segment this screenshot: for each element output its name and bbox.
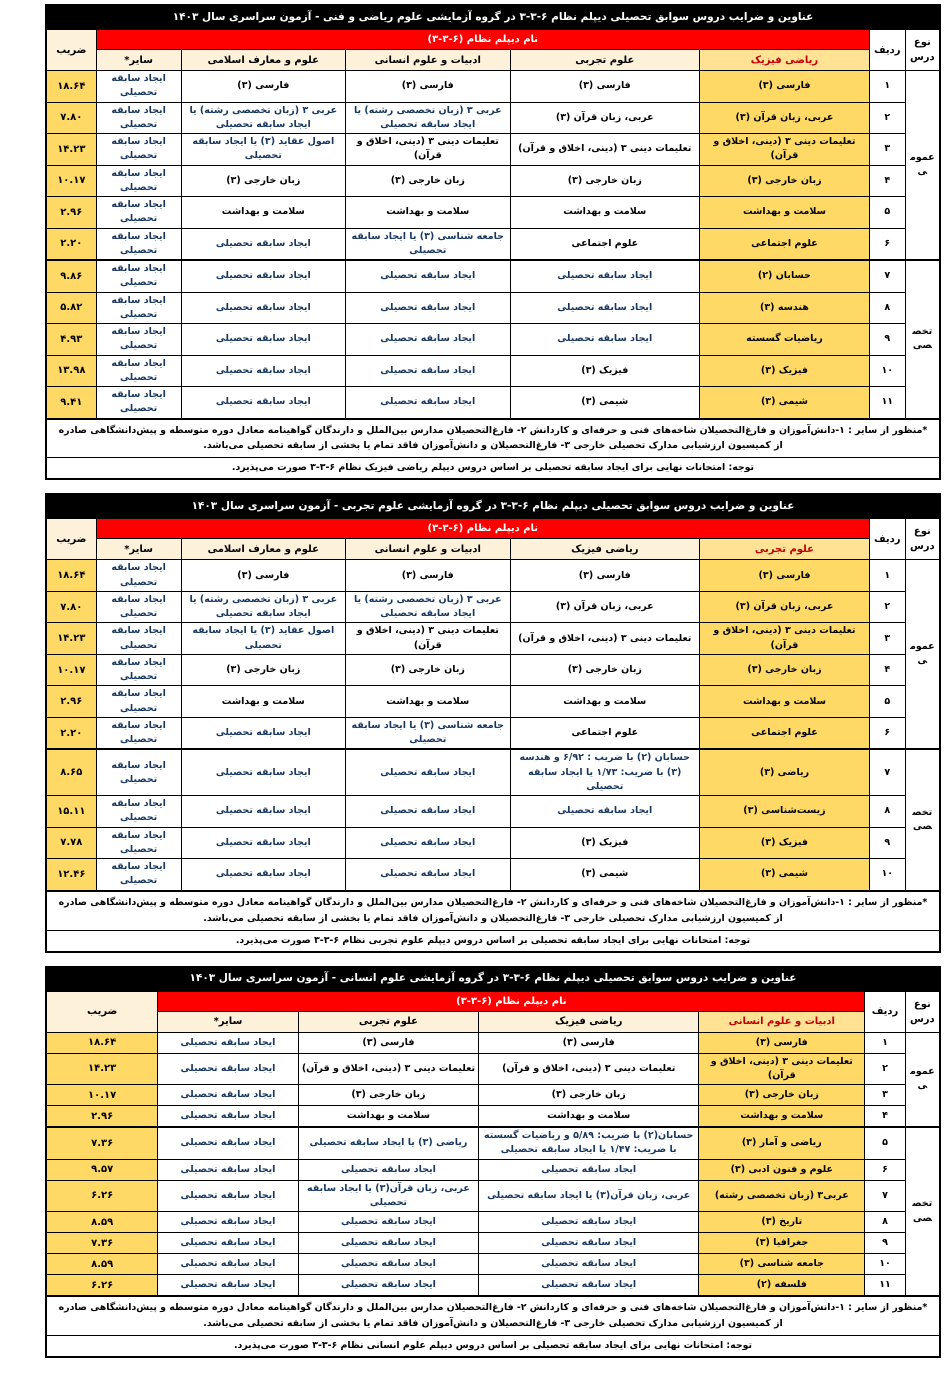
subject-cell: زبان خارجی (۳) bbox=[510, 165, 700, 197]
row-number: ۸ bbox=[869, 292, 905, 324]
coefficient-value: ۲.۹۶ bbox=[46, 197, 96, 229]
subject-cell: ایجاد سابقه تحصیلی bbox=[479, 1233, 699, 1254]
other-cell: ایجاد سابقه تحصیلی bbox=[96, 134, 181, 166]
subject-cell: علوم اجتماعی bbox=[700, 228, 870, 260]
row-number: ۹ bbox=[869, 827, 905, 859]
subject-cell: عربی، زبان قرآن(۳) یا ایجاد سابقه تحصیلی bbox=[479, 1180, 699, 1212]
column-header-coefficient: ضریب bbox=[46, 519, 96, 560]
table-math-physics-group bbox=[0, 4, 941, 480]
row-number: ۵ bbox=[865, 1127, 905, 1159]
row-number: ۵ bbox=[869, 686, 905, 718]
subject-cell: زبان خارجی (۳) bbox=[346, 654, 510, 686]
coefficient-value: ۸.۶۵ bbox=[46, 749, 96, 795]
coefficient-value: ۲.۲۰ bbox=[46, 228, 96, 260]
subject-cell: ایجاد سابقه تحصیلی bbox=[181, 827, 345, 859]
footnote-other-definition: *منظور از سایر : ۱-دانش‌آموزان و فارغ‌التحصیلان شاخه‌های فنی و حرفه‌ای و کاردانش ۲- فارغ‌التحصیلان مدارس بین‌الملل و دارندگان گواهینامه معادل دوره متوسطه و پیش‌دانشگاهی صادره از کمیسیون ارزشیابی مدارک تحصیلی خارجی ۳- فارغ‌التحصیلان و دانش‌آموزان فاقد تمام یا بخشی از سابقه تحصیلی می‌باشد. bbox=[46, 1296, 940, 1335]
subject-cell: عربی، زبان قرآن (۳) bbox=[700, 591, 870, 623]
subject-cell: ایجاد سابقه تحصیلی bbox=[181, 717, 345, 749]
coefficient-value: ۹.۸۶ bbox=[46, 260, 96, 292]
subject-cell: جامعه شناسی (۳) bbox=[699, 1254, 865, 1275]
coefficient-value: ۷.۳۶ bbox=[46, 1233, 158, 1254]
column-header-coefficient: ضریب bbox=[46, 30, 96, 71]
other-cell: ایجاد سابقه تحصیلی bbox=[96, 591, 181, 623]
subject-cell: سلامت و بهداشت bbox=[298, 1106, 479, 1128]
subject-cell: علوم و فنون ادبی (۳) bbox=[699, 1159, 865, 1180]
row-number: ۷ bbox=[869, 749, 905, 795]
row-number: ۱ bbox=[869, 71, 905, 103]
column-header-course-type: نوع درس bbox=[905, 991, 940, 1032]
subject-cell: عربی ۳ (زبان تخصصی رشته) یا ایجاد سابقه تحصیلی bbox=[181, 102, 345, 134]
subject-cell: هندسه (۳) bbox=[700, 292, 870, 324]
coefficient-value: ۷.۳۶ bbox=[46, 1127, 158, 1159]
coefficient-value: ۹.۵۷ bbox=[46, 1159, 158, 1180]
subject-cell: ایجاد سابقه تحصیلی bbox=[346, 827, 510, 859]
subject-cell: فارسی (۳) bbox=[346, 560, 510, 592]
coefficient-value: ۱۳.۹۸ bbox=[46, 355, 96, 387]
column-header-subject: علوم و معارف اسلامی bbox=[181, 539, 345, 560]
row-number: ۳ bbox=[869, 623, 905, 655]
column-header-subject: ریاضی فیزیک bbox=[479, 1011, 699, 1032]
other-cell: ایجاد سابقه تحصیلی bbox=[158, 1212, 298, 1233]
column-header-subject: علوم و معارف اسلامی bbox=[181, 50, 345, 71]
row-number: ۲ bbox=[869, 102, 905, 134]
subject-cell: فارسی (۳) bbox=[699, 1032, 865, 1053]
subject-cell: ایجاد سابقه تحصیلی bbox=[181, 228, 345, 260]
subject-cell: فارسی (۳) bbox=[181, 71, 345, 103]
subject-cell: ایجاد سابقه تحصیلی bbox=[346, 796, 510, 828]
group-label: عمومی bbox=[905, 1032, 940, 1127]
row-number: ۷ bbox=[869, 260, 905, 292]
subject-cell: سلامت و بهداشت bbox=[479, 1106, 699, 1128]
other-cell: ایجاد سابقه تحصیلی bbox=[96, 560, 181, 592]
column-header-coefficient: ضریب bbox=[46, 991, 158, 1032]
column-header-other: سایر* bbox=[96, 539, 181, 560]
other-cell: ایجاد سابقه تحصیلی bbox=[96, 387, 181, 419]
subject-cell: فیزیک (۳) bbox=[700, 355, 870, 387]
subject-cell: علوم اجتماعی bbox=[510, 228, 700, 260]
row-number: ۴ bbox=[869, 165, 905, 197]
subject-cell: اصول عقاید (۳) یا ایجاد سابقه تحصیلی bbox=[181, 623, 345, 655]
column-header-other: سایر* bbox=[96, 50, 181, 71]
row-number: ۲ bbox=[869, 591, 905, 623]
subject-cell: علوم اجتماعی bbox=[700, 717, 870, 749]
column-header-subject: ریاضی فیزیک bbox=[510, 539, 700, 560]
group-label: عمومی bbox=[905, 71, 940, 261]
subject-cell: فیزیک (۳) bbox=[510, 355, 700, 387]
group-label: تخصصی bbox=[905, 1127, 940, 1296]
subject-cell: سلامت و بهداشت bbox=[181, 197, 345, 229]
coefficient-value: ۱۲.۴۶ bbox=[46, 859, 96, 891]
subject-cell: تعلیمات دینی ۳ (دینی، اخلاق و قرآن) bbox=[346, 134, 510, 166]
row-number: ۶ bbox=[869, 717, 905, 749]
subject-cell: تعلیمات دینی ۳ (دینی، اخلاق و قرآن) bbox=[699, 1053, 865, 1085]
coefficient-value: ۷.۸۰ bbox=[46, 102, 96, 134]
subject-cell: ایجاد سابقه تحصیلی bbox=[181, 749, 345, 795]
coefficient-value: ۸.۵۹ bbox=[46, 1254, 158, 1275]
column-header-subject: علوم تجربی bbox=[510, 50, 700, 71]
other-cell: ایجاد سابقه تحصیلی bbox=[96, 686, 181, 718]
table-title: عناوین و ضرایب دروس سوابق تحصیلی دیپلم نظام ۶-۳-۳ در گروه آزمایشی علوم ریاضی و فنی - آزمون سراسری سال ۱۴۰۳ bbox=[46, 5, 940, 30]
diploma-band: نام دیپلم نظام (۶-۳-۳) bbox=[96, 519, 869, 539]
coefficient-value: ۱۴.۲۳ bbox=[46, 134, 96, 166]
row-number: ۱ bbox=[869, 560, 905, 592]
group-label: عمومی bbox=[905, 560, 940, 750]
subject-cell: سلامت و بهداشت bbox=[700, 686, 870, 718]
subject-cell: ایجاد سابقه تحصیلی bbox=[298, 1212, 479, 1233]
subject-cell: سلامت و بهداشت bbox=[181, 686, 345, 718]
subject-cell: زبان خارجی (۳) bbox=[700, 654, 870, 686]
subject-cell: ایجاد سابقه تحصیلی bbox=[479, 1254, 699, 1275]
column-header-subject: ریاضی فیزیک bbox=[700, 50, 870, 71]
group-label: تخصصی bbox=[905, 749, 940, 890]
subject-cell: ایجاد سابقه تحصیلی bbox=[298, 1159, 479, 1180]
other-cell: ایجاد سابقه تحصیلی bbox=[96, 102, 181, 134]
row-number: ۲ bbox=[865, 1053, 905, 1085]
other-cell: ایجاد سابقه تحصیلی bbox=[96, 197, 181, 229]
subject-cell: جامعه شناسی (۳) یا ایجاد سابقه تحصیلی bbox=[346, 717, 510, 749]
subject-cell: ریاضیات گسسته bbox=[700, 324, 870, 356]
subject-cell: فارسی (۳) bbox=[298, 1032, 479, 1053]
subject-cell: ریاضی و آمار (۳) bbox=[699, 1127, 865, 1159]
subject-cell: ایجاد سابقه تحصیلی bbox=[181, 324, 345, 356]
other-cell: ایجاد سابقه تحصیلی bbox=[96, 228, 181, 260]
row-number: ۱۰ bbox=[869, 355, 905, 387]
column-header-row-number: ردیف bbox=[865, 991, 905, 1032]
subject-cell: ایجاد سابقه تحصیلی bbox=[181, 355, 345, 387]
subject-cell: عربی، زبان قرآن(۳) یا ایجاد سابقه تحصیلی bbox=[298, 1180, 479, 1212]
row-number: ۴ bbox=[865, 1106, 905, 1128]
subject-cell: سلامت و بهداشت bbox=[510, 686, 700, 718]
subject-cell: شیمی (۳) bbox=[700, 859, 870, 891]
subject-cell: ایجاد سابقه تحصیلی bbox=[346, 292, 510, 324]
subject-cell: تعلیمات دینی ۳ (دینی، اخلاق و قرآن) bbox=[510, 134, 700, 166]
subject-cell: ریاضی (۳) bbox=[700, 749, 870, 795]
row-number: ۳ bbox=[865, 1085, 905, 1106]
subject-cell: عربی ۳ (زبان تخصصی رشته) یا ایجاد سابقه تحصیلی bbox=[346, 591, 510, 623]
coefficient-value: ۱۸.۶۴ bbox=[46, 560, 96, 592]
other-cell: ایجاد سابقه تحصیلی bbox=[96, 796, 181, 828]
row-number: ۱۰ bbox=[869, 859, 905, 891]
other-cell: ایجاد سابقه تحصیلی bbox=[158, 1053, 298, 1085]
subject-cell: زبان خارجی (۳) bbox=[181, 654, 345, 686]
coefficient-value: ۲.۲۰ bbox=[46, 717, 96, 749]
coefficient-value: ۵.۸۲ bbox=[46, 292, 96, 324]
subject-cell: ایجاد سابقه تحصیلی bbox=[479, 1159, 699, 1180]
subject-cell: ایجاد سابقه تحصیلی bbox=[181, 260, 345, 292]
coefficient-value: ۱۴.۲۳ bbox=[46, 1053, 158, 1085]
coefficient-value: ۱۰.۱۷ bbox=[46, 654, 96, 686]
other-cell: ایجاد سابقه تحصیلی bbox=[158, 1106, 298, 1128]
row-number: ۱۰ bbox=[865, 1254, 905, 1275]
subject-cell: ایجاد سابقه تحصیلی bbox=[346, 324, 510, 356]
row-number: ۵ bbox=[869, 197, 905, 229]
subject-cell: ایجاد سابقه تحصیلی bbox=[479, 1212, 699, 1233]
coefficient-value: ۶.۲۶ bbox=[46, 1180, 158, 1212]
subject-cell: عربی، زبان قرآن (۳) bbox=[510, 591, 700, 623]
row-number: ۱۱ bbox=[865, 1275, 905, 1297]
subject-cell: ایجاد سابقه تحصیلی bbox=[346, 260, 510, 292]
column-header-row-number: ردیف bbox=[869, 30, 905, 71]
coefficient-value: ۹.۴۱ bbox=[46, 387, 96, 419]
table-title: عناوین و ضرایب دروس سوابق تحصیلی دیپلم نظام ۶-۳-۳ در گروه آزمایشی علوم تجربی - آزمون سراسری سال ۱۴۰۳ bbox=[46, 494, 940, 519]
other-cell: ایجاد سابقه تحصیلی bbox=[96, 260, 181, 292]
subject-cell: جغرافیا (۳) bbox=[699, 1233, 865, 1254]
coefficient-value: ۸.۵۹ bbox=[46, 1212, 158, 1233]
other-cell: ایجاد سابقه تحصیلی bbox=[158, 1159, 298, 1180]
coefficient-value: ۱۴.۲۳ bbox=[46, 623, 96, 655]
table-humanities-group bbox=[0, 966, 941, 1358]
column-header-course-type: نوع درس bbox=[905, 519, 940, 560]
coefficient-value: ۱۰.۱۷ bbox=[46, 165, 96, 197]
subject-cell: تعلیمات دینی ۳ (دینی، اخلاق و قرآن) bbox=[700, 623, 870, 655]
subject-cell: فیزیک (۳) bbox=[510, 827, 700, 859]
subject-cell: زبان خارجی (۳) bbox=[510, 654, 700, 686]
row-number: ۹ bbox=[865, 1233, 905, 1254]
subject-cell: ایجاد سابقه تحصیلی bbox=[346, 859, 510, 891]
subject-cell: تعلیمات دینی ۳ (دینی، اخلاق و قرآن) bbox=[700, 134, 870, 166]
row-number: ۸ bbox=[865, 1212, 905, 1233]
subject-cell: ایجاد سابقه تحصیلی bbox=[510, 260, 700, 292]
subject-cell: سلامت و بهداشت bbox=[700, 197, 870, 229]
subject-cell: فلسفه (۲) bbox=[699, 1275, 865, 1297]
subject-cell: علوم اجتماعی bbox=[510, 717, 700, 749]
table-title: عناوین و ضرایب دروس سوابق تحصیلی دیپلم نظام ۶-۳-۳ در گروه آزمایشی علوم انسانی - آزمون سراسری سال ۱۴۰۳ bbox=[46, 967, 940, 992]
subject-cell: ایجاد سابقه تحصیلی bbox=[181, 387, 345, 419]
column-header-subject: ادبیات و علوم انسانی bbox=[346, 50, 510, 71]
coefficient-value: ۱۰.۱۷ bbox=[46, 1085, 158, 1106]
subject-cell: ایجاد سابقه تحصیلی bbox=[298, 1275, 479, 1297]
subject-cell: فارسی (۳) bbox=[181, 560, 345, 592]
subject-cell: عربی، زبان قرآن (۳) bbox=[700, 102, 870, 134]
subject-cell: زبان خارجی (۳) bbox=[181, 165, 345, 197]
coefficients-table bbox=[45, 966, 941, 1358]
subject-cell: ایجاد سابقه تحصیلی bbox=[510, 796, 700, 828]
row-number: ۳ bbox=[869, 134, 905, 166]
subject-cell: زبان خارجی (۳) bbox=[298, 1085, 479, 1106]
subject-cell: فارسی (۳) bbox=[346, 71, 510, 103]
column-header-row-number: ردیف bbox=[869, 519, 905, 560]
subject-cell: فارسی (۳) bbox=[700, 560, 870, 592]
subject-cell: سلامت و بهداشت bbox=[699, 1106, 865, 1128]
other-cell: ایجاد سابقه تحصیلی bbox=[96, 749, 181, 795]
coefficient-value: ۱۵.۱۱ bbox=[46, 796, 96, 828]
subject-cell: شیمی (۳) bbox=[700, 387, 870, 419]
other-cell: ایجاد سابقه تحصیلی bbox=[158, 1085, 298, 1106]
subject-cell: شیمی (۳) bbox=[510, 859, 700, 891]
subject-cell: ایجاد سابقه تحصیلی bbox=[298, 1233, 479, 1254]
diploma-band: نام دیپلم نظام (۶-۳-۳) bbox=[158, 991, 865, 1011]
other-cell: ایجاد سابقه تحصیلی bbox=[158, 1032, 298, 1053]
coefficient-value: ۷.۸۰ bbox=[46, 591, 96, 623]
subject-cell: عربی، زبان قرآن (۳) bbox=[510, 102, 700, 134]
row-number: ۹ bbox=[869, 324, 905, 356]
row-number: ۱ bbox=[865, 1032, 905, 1053]
subject-cell: ایجاد سابقه تحصیلی bbox=[510, 324, 700, 356]
subject-cell: تعلیمات دینی ۳ (دینی، اخلاق و قرآن) bbox=[298, 1053, 479, 1085]
subject-cell: حسابان (۲) bbox=[700, 260, 870, 292]
coefficient-value: ۱۸.۶۴ bbox=[46, 1032, 158, 1053]
subject-cell: ایجاد سابقه تحصیلی bbox=[181, 292, 345, 324]
coefficient-value: ۷.۷۸ bbox=[46, 827, 96, 859]
other-cell: ایجاد سابقه تحصیلی bbox=[158, 1127, 298, 1159]
subject-cell: زیست‌شناسی (۳) bbox=[700, 796, 870, 828]
subject-cell: ایجاد سابقه تحصیلی bbox=[346, 355, 510, 387]
other-cell: ایجاد سابقه تحصیلی bbox=[96, 165, 181, 197]
coefficient-value: ۴.۹۳ bbox=[46, 324, 96, 356]
other-cell: ایجاد سابقه تحصیلی bbox=[96, 654, 181, 686]
other-cell: ایجاد سابقه تحصیلی bbox=[96, 859, 181, 891]
other-cell: ایجاد سابقه تحصیلی bbox=[96, 324, 181, 356]
other-cell: ایجاد سابقه تحصیلی bbox=[96, 355, 181, 387]
subject-cell: عربی ۳ (زبان تخصصی رشته) یا ایجاد سابقه تحصیلی bbox=[346, 102, 510, 134]
other-cell: ایجاد سابقه تحصیلی bbox=[158, 1254, 298, 1275]
row-number: ۸ bbox=[869, 796, 905, 828]
coefficients-table bbox=[45, 493, 941, 952]
subject-cell: فارسی (۳) bbox=[510, 71, 700, 103]
table-experimental-group bbox=[0, 493, 941, 952]
coefficient-value: ۲.۹۶ bbox=[46, 686, 96, 718]
subject-cell: ایجاد سابقه تحصیلی bbox=[346, 749, 510, 795]
column-header-subject: علوم تجربی bbox=[298, 1011, 479, 1032]
other-cell: ایجاد سابقه تحصیلی bbox=[158, 1180, 298, 1212]
coefficient-value: ۱۸.۶۴ bbox=[46, 71, 96, 103]
subject-cell: ایجاد سابقه تحصیلی bbox=[298, 1254, 479, 1275]
column-header-course-type: نوع درس bbox=[905, 30, 940, 71]
row-number: ۶ bbox=[869, 228, 905, 260]
subject-cell: جامعه شناسی (۳) یا ایجاد سابقه تحصیلی bbox=[346, 228, 510, 260]
column-header-subject: ادبیات و علوم انسانی bbox=[346, 539, 510, 560]
coefficient-value: ۶.۲۶ bbox=[46, 1275, 158, 1297]
subject-cell: ایجاد سابقه تحصیلی bbox=[346, 387, 510, 419]
subject-cell: عربی۳ (زبان تخصصی رشته) bbox=[699, 1180, 865, 1212]
subject-cell: شیمی (۳) bbox=[510, 387, 700, 419]
subject-cell: ایجاد سابقه تحصیلی bbox=[181, 859, 345, 891]
row-number: ۶ bbox=[865, 1159, 905, 1180]
row-number: ۴ bbox=[869, 654, 905, 686]
final-exams-note: توجه: امتحانات نهایی برای ایجاد سابقه تحصیلی بر اساس دروس دیپلم ریاضی فیزیک نظام ۶-۳-۳ صورت می‌پذیرد. bbox=[46, 458, 940, 479]
other-cell: ایجاد سابقه تحصیلی bbox=[158, 1275, 298, 1297]
other-cell: ایجاد سابقه تحصیلی bbox=[96, 827, 181, 859]
subject-cell: عربی ۳ (زبان تخصصی رشته) یا ایجاد سابقه تحصیلی bbox=[181, 591, 345, 623]
subject-cell: ایجاد سابقه تحصیلی bbox=[181, 796, 345, 828]
footnote-other-definition: *منظور از سایر : ۱-دانش‌آموزان و فارغ‌التحصیلان شاخه‌های فنی و حرفه‌ای و کاردانش ۲- فارغ‌التحصیلان مدارس بین‌الملل و دارندگان گواهینامه معادل دوره متوسطه و پیش‌دانشگاهی صادره از کمیسیون ارزشیابی مدارک تحصیلی خارجی ۳- فارغ‌التحصیلان و دانش‌آموزان فاقد تمام یا بخشی از سابقه تحصیلی می‌باشد. bbox=[46, 419, 940, 458]
column-header-subject: علوم تجربی bbox=[700, 539, 870, 560]
subject-cell: سلامت و بهداشت bbox=[346, 197, 510, 229]
final-exams-note: توجه: امتحانات نهایی برای ایجاد سابقه تحصیلی بر اساس دروس دیپلم علوم انسانی نظام ۶-۳-۳ صورت می‌پذیرد. bbox=[46, 1336, 940, 1357]
column-header-other: سایر* bbox=[158, 1011, 298, 1032]
other-cell: ایجاد سابقه تحصیلی bbox=[96, 623, 181, 655]
other-cell: ایجاد سابقه تحصیلی bbox=[96, 292, 181, 324]
subject-cell: زبان خارجی (۳) bbox=[699, 1085, 865, 1106]
subject-cell: حسابان(۲) با ضریب: ۵/۸۹ و ریاضیات گسسته با ضریب: ۱/۴۷ یا ایجاد سابقه تحصیلی bbox=[479, 1127, 699, 1159]
subject-cell: تعلیمات دینی ۳ (دینی، اخلاق و قرآن) bbox=[346, 623, 510, 655]
subject-cell: حسابان (۲) با ضریب : ۶/۹۲ و هندسه (۳) با ضریب: ۱/۷۳ یا ایجاد سابقه تحصیلی bbox=[510, 749, 700, 795]
subject-cell: تعلیمات دینی ۳ (دینی، اخلاق و قرآن) bbox=[479, 1053, 699, 1085]
subject-cell: تاریخ (۳) bbox=[699, 1212, 865, 1233]
coefficient-value: ۲.۹۶ bbox=[46, 1106, 158, 1128]
subject-cell: فارسی (۳) bbox=[479, 1032, 699, 1053]
subject-cell: زبان خارجی (۳) bbox=[346, 165, 510, 197]
subject-cell: اصول عقاید (۳) یا ایجاد سابقه تحصیلی bbox=[181, 134, 345, 166]
coefficients-table bbox=[45, 4, 941, 480]
other-cell: ایجاد سابقه تحصیلی bbox=[96, 71, 181, 103]
group-label: تخصصی bbox=[905, 260, 940, 419]
subject-cell: زبان خارجی (۳) bbox=[700, 165, 870, 197]
footnote-other-definition: *منظور از سایر : ۱-دانش‌آموزان و فارغ‌التحصیلان شاخه‌های فنی و حرفه‌ای و کاردانش ۲- فارغ‌التحصیلان مدارس بین‌الملل و دارندگان گواهینامه معادل دوره متوسطه و پیش‌دانشگاهی صادره از کمیسیون ارزشیابی مدارک تحصیلی خارجی ۳- فارغ‌التحصیلان و دانش‌آموزان فاقد تمام یا بخشی از سابقه تحصیلی می‌باشد. bbox=[46, 891, 940, 930]
row-number: ۷ bbox=[865, 1180, 905, 1212]
subject-cell: تعلیمات دینی ۳ (دینی، اخلاق و قرآن) bbox=[510, 623, 700, 655]
other-cell: ایجاد سابقه تحصیلی bbox=[158, 1233, 298, 1254]
subject-cell: ایجاد سابقه تحصیلی bbox=[479, 1275, 699, 1297]
column-header-subject: ادبیات و علوم انسانی bbox=[699, 1011, 865, 1032]
diploma-band: نام دیپلم نظام (۶-۳-۳) bbox=[96, 30, 869, 50]
subject-cell: زبان خارجی (۳) bbox=[479, 1085, 699, 1106]
other-cell: ایجاد سابقه تحصیلی bbox=[96, 717, 181, 749]
subject-cell: فارسی (۳) bbox=[700, 71, 870, 103]
subject-cell: فیزیک (۳) bbox=[700, 827, 870, 859]
subject-cell: سلامت و بهداشت bbox=[346, 686, 510, 718]
subject-cell: ریاضی (۳) یا ایجاد سابقه تحصیلی bbox=[298, 1127, 479, 1159]
subject-cell: فارسی (۳) bbox=[510, 560, 700, 592]
subject-cell: سلامت و بهداشت bbox=[510, 197, 700, 229]
subject-cell: ایجاد سابقه تحصیلی bbox=[510, 292, 700, 324]
row-number: ۱۱ bbox=[869, 387, 905, 419]
final-exams-note: توجه: امتحانات نهایی برای ایجاد سابقه تحصیلی بر اساس دروس دیپلم علوم تجربی نظام ۶-۳-۳ صورت می‌پذیرد. bbox=[46, 930, 940, 951]
